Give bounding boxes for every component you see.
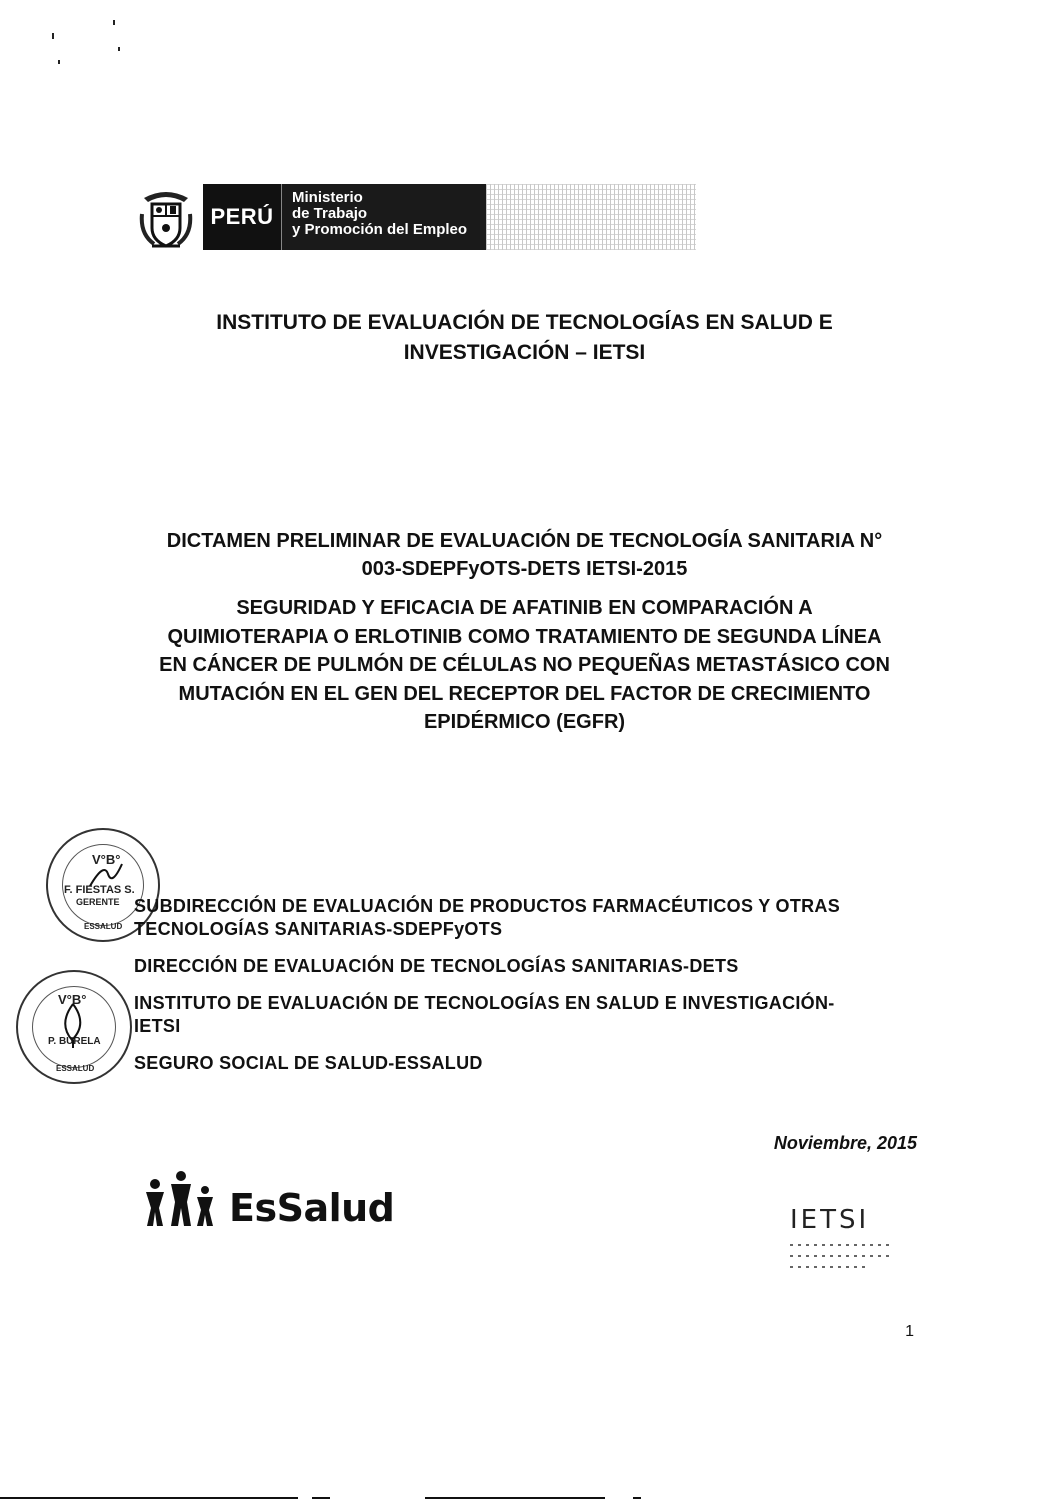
stamp-vobo: V°B°: [92, 852, 121, 867]
essalud-logo-text: EsSalud: [229, 1186, 395, 1230]
org-item: [134, 895, 920, 941]
ietsi-logo-subtext: [790, 1244, 890, 1268]
family-figures-icon: [143, 1168, 223, 1230]
institute-title: [120, 308, 929, 368]
ietsi-logo-text: IETSI: [790, 1205, 870, 1235]
organization-list: [134, 895, 920, 1089]
logo-scan-noise: [486, 184, 696, 250]
stamp-org: ESSALUD: [56, 1064, 95, 1073]
scan-speck: [113, 20, 115, 25]
dictamen-title-line: DICTAMEN PRELIMINAR DE EVALUACIÓN DE TECNOLOGÍA SANITARIA N°: [166, 530, 883, 552]
ministry-line: y Promoción del Empleo: [292, 221, 468, 238]
org-line: IETSI: [134, 1016, 181, 1036]
ministry-logo: [203, 184, 696, 250]
footer-rule: [312, 1497, 330, 1499]
scan-speck: [118, 47, 120, 51]
ietsi-logo: [790, 1205, 890, 1277]
stamp-name: F. FIESTAS S.: [64, 884, 135, 896]
ministry-line: de Trabajo: [292, 205, 368, 222]
ministry-line: Ministerio: [292, 189, 363, 206]
scan-speck: [58, 60, 60, 64]
subject-line: SEGURIDAD Y EFICACIA DE AFATINIB EN COMPARACIÓN A: [236, 597, 813, 619]
subject-line: MUTACIÓN EN EL GEN DEL RECEPTOR DEL FACTOR DE CRECIMIENTO: [178, 682, 871, 705]
signature-mark: [86, 860, 126, 890]
subject-line: EPIDÉRMICO (EGFR): [423, 711, 626, 733]
org-line: SEGURO SOCIAL DE SALUD-ESSALUD: [134, 1053, 483, 1073]
stamp-role: GERENTE: [76, 897, 120, 907]
institute-title-line: INSTITUTO DE EVALUACIÓN DE TECNOLOGÍAS EN SALUD E: [216, 311, 833, 334]
footer-rule: [633, 1497, 641, 1499]
scan-speck: [52, 33, 54, 39]
dictamen-title: [120, 527, 929, 583]
dictamen-title-line: 003-SDEPFyOTS-DETS IETSI-2015: [361, 558, 688, 580]
peru-label: PERÚ: [203, 184, 282, 250]
page-number: 1: [905, 1323, 914, 1340]
ministry-name: [282, 184, 486, 250]
institute-title-line: INVESTIGACIÓN – IETSI: [403, 341, 646, 364]
signature-mark: [48, 1000, 98, 1050]
approval-stamp: [16, 970, 132, 1084]
stamp-name: P. BURELA: [48, 1036, 101, 1047]
org-line: SUBDIRECCIÓN DE EVALUACIÓN DE PRODUCTOS FARMACÉUTICOS Y OTRAS: [134, 896, 841, 916]
subject-line: EN CÁNCER DE PULMÓN DE CÉLULAS NO PEQUEÑAS METASTÁSICO CON: [159, 654, 890, 676]
org-line: TECNOLOGÍAS SANITARIAS-SDEPFyOTS: [134, 919, 503, 939]
org-line: DIRECCIÓN DE EVALUACIÓN DE TECNOLOGÍAS SANITARIAS-DETS: [134, 956, 739, 976]
document-date: Noviembre, 2015: [773, 1133, 917, 1153]
org-item: [134, 992, 920, 1038]
org-item: [134, 955, 920, 978]
footer-rule: [425, 1497, 605, 1499]
stamp-org: ESSALUD: [84, 922, 123, 931]
stamp-vobo: V°B°: [58, 992, 87, 1007]
org-item: [134, 1052, 920, 1075]
footer-rule: [0, 1497, 298, 1499]
subject-line: QUIMIOTERAPIA O ERLOTINIB COMO TRATAMIENTO DE SEGUNDA LÍNEA: [167, 625, 882, 648]
coat-of-arms-icon: [138, 184, 194, 252]
org-line: INSTITUTO DE EVALUACIÓN DE TECNOLOGÍAS EN SALUD E INVESTIGACIÓN-: [134, 993, 835, 1013]
essalud-logo: [143, 1168, 394, 1230]
subject-title: [110, 594, 939, 737]
